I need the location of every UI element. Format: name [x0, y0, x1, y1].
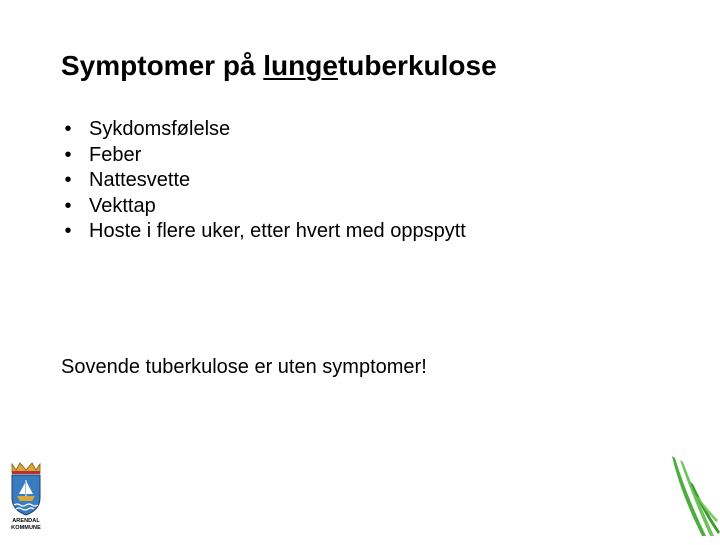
title-underlined-word: lunge — [263, 50, 338, 81]
list-item-text: Feber — [89, 143, 142, 166]
logo-text-line-2: KOMMUNE — [11, 525, 41, 531]
bullet-glyph: • — [64, 194, 72, 217]
bullet-glyph: • — [64, 169, 72, 191]
list-item-text: Hoste i flere uker, etter hvert med oppspytt — [89, 220, 466, 242]
list-item-text: Sykdomsfølelse — [89, 118, 231, 140]
bullet-glyph: • — [64, 143, 72, 166]
bullet-glyph: • — [64, 220, 72, 242]
slide-title — [61, 48, 497, 84]
bullet-glyph: • — [64, 118, 72, 140]
list-item — [61, 219, 466, 245]
list-item-text: Nattesvette — [89, 169, 191, 191]
list-item — [61, 143, 466, 169]
title-part-2: tuberkulose — [337, 50, 497, 81]
arendal-coat-of-arms-icon — [6, 460, 46, 516]
title-part-1: Symptomer på — [61, 50, 264, 81]
list-item — [61, 117, 466, 143]
list-item — [61, 168, 466, 194]
corner-decoration — [666, 452, 720, 540]
symptom-list — [61, 117, 466, 245]
green-grass-strokes-icon — [666, 452, 720, 540]
municipality-logo — [6, 460, 46, 536]
latent-tb-note: Sovende tuberkulose er uten symptomer! — [61, 356, 427, 378]
list-item — [61, 194, 466, 220]
list-item-text: Vekttap — [89, 194, 156, 217]
logo-text-line-1: ARENDAL — [12, 518, 40, 524]
